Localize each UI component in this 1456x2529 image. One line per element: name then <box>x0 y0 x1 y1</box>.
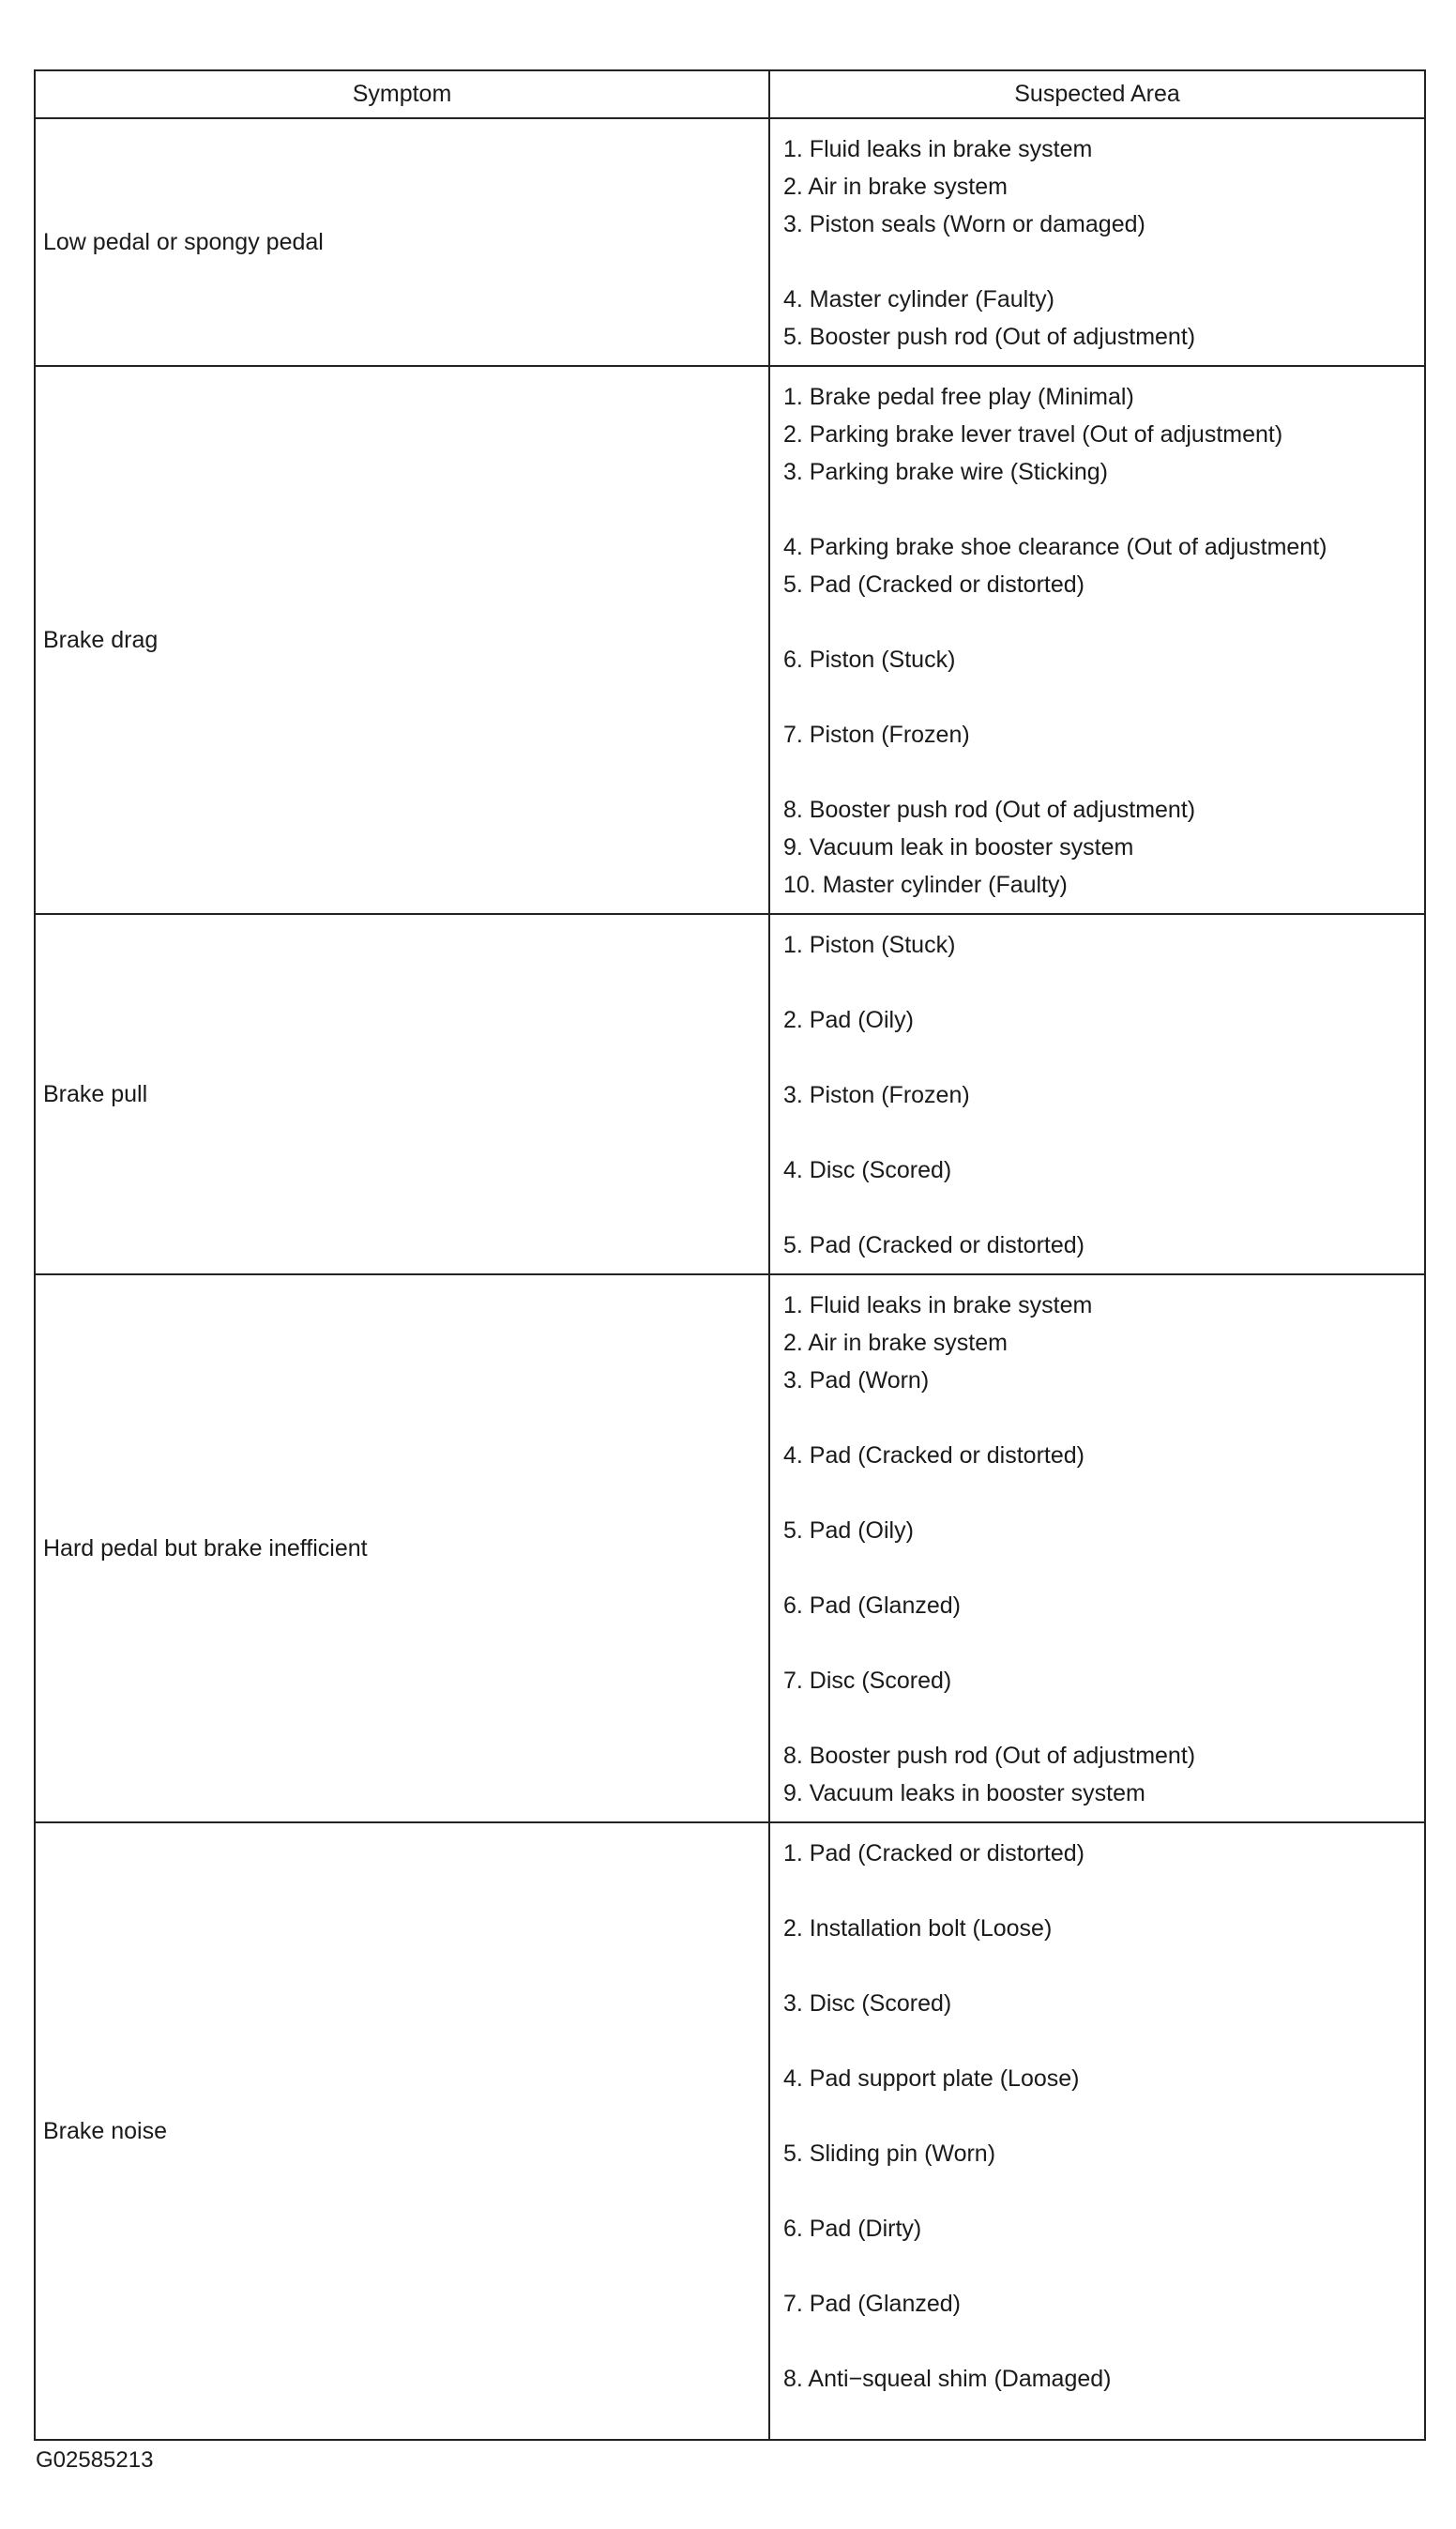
area-item: 8. Booster push rod (Out of adjustment) <box>783 797 1196 823</box>
area-item: 7. Piston (Frozen) <box>783 722 970 748</box>
area-item: 5. Pad (Cracked or distorted) <box>783 1232 1084 1258</box>
symptom-column-header: Symptom <box>35 70 769 118</box>
area-item: 4. Pad (Cracked or distorted) <box>783 1442 1084 1469</box>
suspected-area-cell <box>769 118 1425 366</box>
area-item: 8. Anti−squeal shim (Damaged) <box>783 2366 1112 2392</box>
area-item: 6. Pad (Glanzed) <box>783 1592 961 1619</box>
area-item: 5. Pad (Cracked or distorted) <box>783 571 1084 598</box>
area-item: 2. Parking brake lever travel (Out of adjustment) <box>783 421 1283 448</box>
symptom-cell: Hard pedal but brake inefficient <box>35 1274 769 1822</box>
suspected-area-cell <box>769 1822 1425 2440</box>
table-row <box>35 1822 1425 2440</box>
area-item: 2. Installation bolt (Loose) <box>783 1915 1053 1942</box>
symptom-cell: Brake pull <box>35 914 769 1274</box>
area-item: 5. Sliding pin (Worn) <box>783 2141 996 2167</box>
area-item: 7. Pad (Glanzed) <box>783 2291 961 2317</box>
table-row <box>35 914 1425 1274</box>
suspected-area-cell <box>769 914 1425 1274</box>
table-row <box>35 366 1425 914</box>
area-item: 1. Fluid leaks in brake system <box>783 1292 1093 1318</box>
symptom-cell: Brake noise <box>35 1822 769 2440</box>
area-item: 3. Parking brake wire (Sticking) <box>783 459 1108 485</box>
area-item: 9. Vacuum leaks in booster system <box>783 1780 1145 1806</box>
suspected-area-column-header: Suspected Area <box>769 70 1425 118</box>
area-item: 2. Pad (Oily) <box>783 1007 914 1033</box>
area-item: 4. Disc (Scored) <box>783 1157 952 1183</box>
area-item: 1. Fluid leaks in brake system <box>783 136 1093 162</box>
suspected-area-cell <box>769 1274 1425 1822</box>
area-item: 8. Booster push rod (Out of adjustment) <box>783 1743 1196 1769</box>
area-item: 10. Master cylinder (Faulty) <box>783 872 1068 898</box>
table-row <box>35 118 1425 366</box>
area-item: 2. Air in brake system <box>783 174 1008 200</box>
brake-diagnosis-table <box>34 69 1426 2441</box>
area-item: 1. Piston (Stuck) <box>783 932 956 958</box>
area-item: 4. Pad support plate (Loose) <box>783 2065 1080 2092</box>
figure-code: G02585213 <box>36 2447 154 2473</box>
area-item: 3. Pad (Worn) <box>783 1367 930 1394</box>
area-item: 1. Brake pedal free play (Minimal) <box>783 384 1134 410</box>
area-item: 4. Master cylinder (Faulty) <box>783 286 1054 312</box>
area-item: 5. Booster push rod (Out of adjustment) <box>783 324 1196 350</box>
area-item: 6. Piston (Stuck) <box>783 647 956 673</box>
table-row <box>35 1274 1425 1822</box>
area-item: 3. Piston seals (Worn or damaged) <box>783 211 1145 237</box>
table-header-row <box>35 70 1425 118</box>
area-item: 1. Pad (Cracked or distorted) <box>783 1840 1084 1866</box>
area-item: 5. Pad (Oily) <box>783 1517 914 1544</box>
area-item: 4. Parking brake shoe clearance (Out of adjustment) <box>783 534 1327 560</box>
symptom-cell: Low pedal or spongy pedal <box>35 118 769 366</box>
symptom-cell: Brake drag <box>35 366 769 914</box>
area-item: 2. Air in brake system <box>783 1330 1008 1356</box>
area-item: 7. Disc (Scored) <box>783 1668 952 1694</box>
area-item: 3. Piston (Frozen) <box>783 1082 970 1108</box>
area-item: 6. Pad (Dirty) <box>783 2216 922 2242</box>
area-item: 3. Disc (Scored) <box>783 1990 952 2017</box>
suspected-area-cell <box>769 366 1425 914</box>
area-item: 9. Vacuum leak in booster system <box>783 834 1134 861</box>
